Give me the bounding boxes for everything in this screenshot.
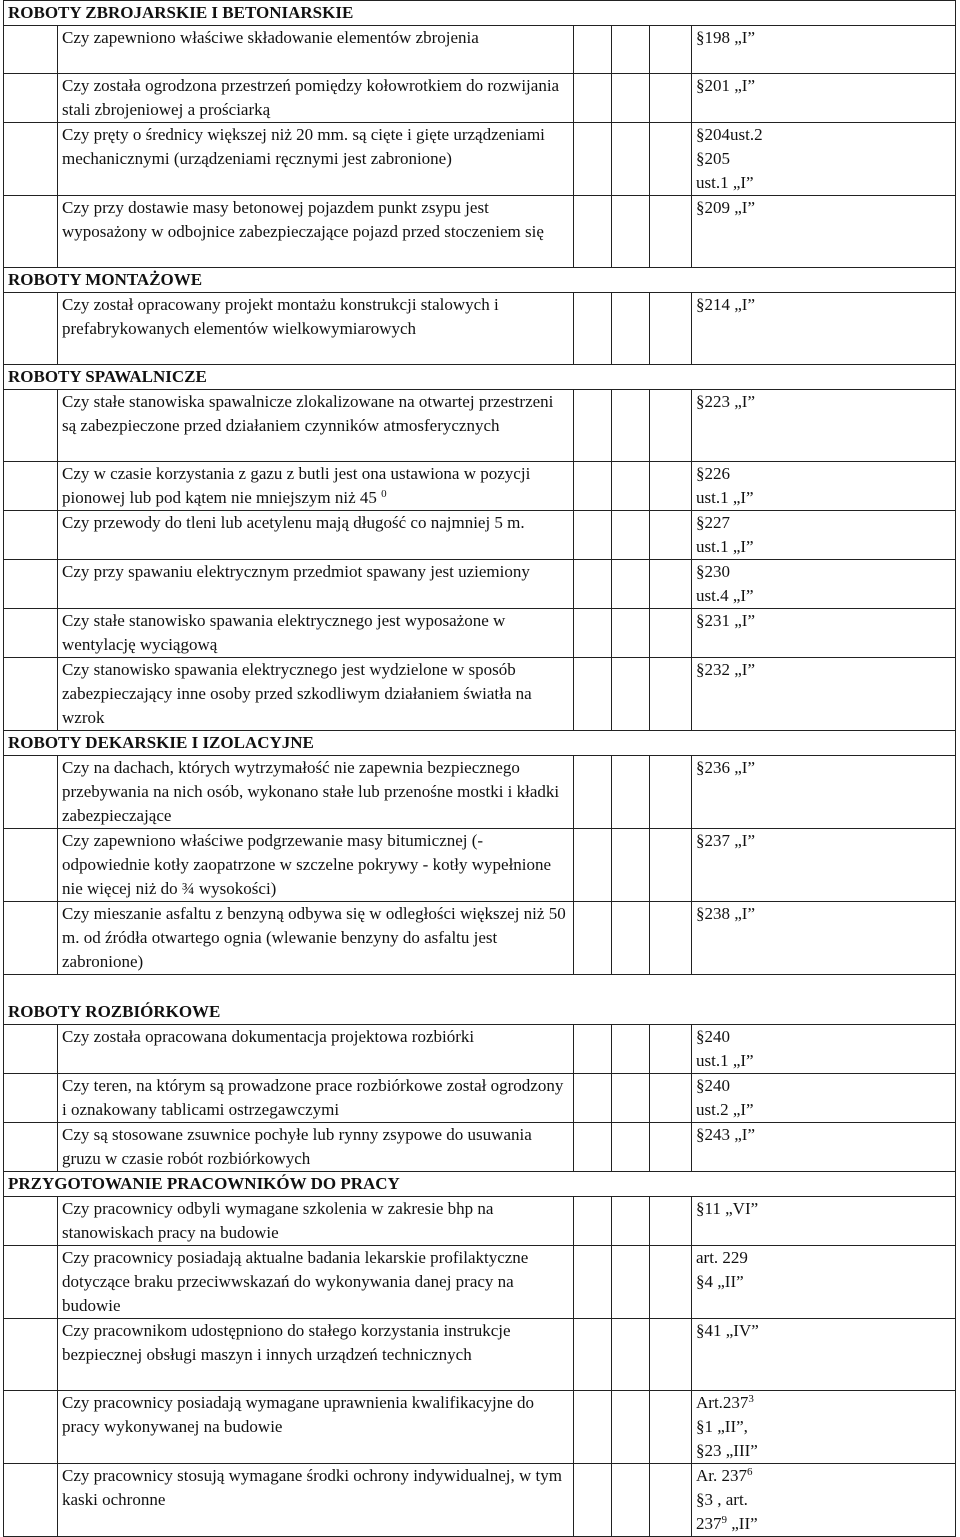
section-title: PRZYGOTOWANIE PRACOWNIKÓW DO PRACY bbox=[4, 1172, 956, 1197]
question-text bbox=[58, 293, 574, 365]
checklist-row bbox=[4, 462, 956, 511]
answer-na-cell[interactable] bbox=[650, 658, 692, 731]
question-label: Czy w czasie korzystania z gazu z butli jest ona ustawiona w pozycji pionowej lub pod kątem nie mniejszym niż 45 bbox=[62, 464, 531, 507]
question-text bbox=[58, 1074, 574, 1123]
question-text bbox=[58, 1391, 574, 1464]
legal-reference bbox=[692, 390, 956, 462]
legal-reference-line: §237 „I” bbox=[696, 831, 756, 850]
checklist-row bbox=[4, 1197, 956, 1246]
legal-reference-line: ust.2 „I” bbox=[696, 1100, 754, 1119]
question-label: Czy stałe stanowiska spawalnicze zlokalizowane na otwartej przestrzeni są zabezpieczone przed działaniem czynników atmosferycznych bbox=[62, 392, 554, 435]
answer-yes-cell[interactable] bbox=[574, 196, 612, 268]
answer-yes-cell[interactable] bbox=[574, 756, 612, 829]
row-number-cell bbox=[4, 902, 58, 975]
legal-reference bbox=[692, 1319, 956, 1391]
legal-reference bbox=[692, 196, 956, 268]
question-label: Czy zapewniono właściwe składowanie elementów zbrojenia bbox=[62, 28, 479, 47]
answer-na-cell[interactable] bbox=[650, 1074, 692, 1123]
question-label: Czy został opracowany projekt montażu konstrukcji stalowych i prefabrykowanych elementów wielkowymiarowych bbox=[62, 295, 499, 338]
answer-no-cell[interactable] bbox=[612, 1464, 650, 1537]
answer-yes-cell[interactable] bbox=[574, 26, 612, 74]
legal-reference-line: §243 „I” bbox=[696, 1125, 756, 1144]
row-number-cell bbox=[4, 1319, 58, 1391]
legal-reference-line: Ar. $237^6$ bbox=[696, 1466, 753, 1485]
section-title: ROBOTY DEKARSKIE I IZOLACYJNE bbox=[4, 731, 956, 756]
answer-no-cell[interactable] bbox=[612, 390, 650, 462]
question-label: Czy pracownicy posiadają aktualne badania lekarskie profilaktyczne dotyczące braku przeciwwskazań do wykonywania danej pracy na budowie bbox=[62, 1248, 529, 1315]
legal-reference-line: §205 bbox=[696, 149, 730, 168]
question-text bbox=[58, 658, 574, 731]
question-label: Czy stanowisko spawania elektrycznego jest wydzielone w sposób zabezpieczający inne osoby przed szkodliwym działaniem światła na wzrok bbox=[62, 660, 532, 727]
question-text bbox=[58, 511, 574, 560]
answer-yes-cell[interactable] bbox=[574, 829, 612, 902]
question-label: Czy na dachach, których wytrzymałość nie zapewnia bezpiecznego przebywania na nich osób, wykonano stałe lub przenośne mostki i kładki zabezpieczające bbox=[62, 758, 560, 825]
legal-reference-line: §240 bbox=[696, 1076, 730, 1095]
answer-yes-cell[interactable] bbox=[574, 123, 612, 196]
answer-no-cell[interactable] bbox=[612, 26, 650, 74]
question-label: Czy pręty o średnicy większej niż 20 mm. są cięte i gięte urządzeniami mechanicznymi (urządzeniami ręcznymi jest zabronione) bbox=[62, 125, 545, 168]
legal-reference bbox=[692, 1025, 956, 1074]
section-title: ROBOTY ZBROJARSKIE I BETONIARSKIE bbox=[4, 1, 956, 26]
answer-na-cell[interactable] bbox=[650, 74, 692, 123]
legal-reference-line: ust.1 „I” bbox=[696, 173, 754, 192]
legal-reference-line: §11 „VI” bbox=[696, 1199, 759, 1218]
legal-reference bbox=[692, 1074, 956, 1123]
question-label: Czy przy spawaniu elektrycznym przedmiot spawany jest uziemiony bbox=[62, 562, 530, 581]
legal-reference-line: ust.1 „I” bbox=[696, 1051, 754, 1070]
question-label: Czy teren, na którym są prowadzone prace rozbiórkowe został ogrodzony i oznakowany tablicami ostrzegawczymi bbox=[62, 1076, 564, 1119]
answer-na-cell[interactable] bbox=[650, 560, 692, 609]
legal-reference bbox=[692, 1123, 956, 1172]
answer-na-cell[interactable] bbox=[650, 293, 692, 365]
question-text bbox=[58, 462, 574, 511]
legal-reference bbox=[692, 829, 956, 902]
answer-no-cell[interactable] bbox=[612, 1391, 650, 1464]
legal-reference-line: §238 „I” bbox=[696, 904, 756, 923]
question-text bbox=[58, 1246, 574, 1319]
question-text bbox=[58, 123, 574, 196]
answer-yes-cell[interactable] bbox=[574, 1123, 612, 1172]
checklist-row bbox=[4, 902, 956, 975]
answer-na-cell[interactable] bbox=[650, 1025, 692, 1074]
answer-yes-cell[interactable] bbox=[574, 1025, 612, 1074]
legal-reference bbox=[692, 74, 956, 123]
row-number-cell bbox=[4, 1197, 58, 1246]
legal-reference bbox=[692, 511, 956, 560]
row-number-cell bbox=[4, 658, 58, 731]
checklist-row bbox=[4, 123, 956, 196]
question-text bbox=[58, 902, 574, 975]
answer-no-cell[interactable] bbox=[612, 560, 650, 609]
section-header-row bbox=[4, 1172, 956, 1197]
row-number-cell bbox=[4, 390, 58, 462]
checklist-row bbox=[4, 829, 956, 902]
question-text bbox=[58, 26, 574, 74]
answer-no-cell[interactable] bbox=[612, 902, 650, 975]
answer-yes-cell[interactable] bbox=[574, 1074, 612, 1123]
row-number-cell bbox=[4, 1123, 58, 1172]
checklist-row bbox=[4, 74, 956, 123]
answer-no-cell[interactable] bbox=[612, 1319, 650, 1391]
question-text bbox=[58, 1319, 574, 1391]
legal-reference-line: §23 „III” bbox=[696, 1441, 758, 1460]
legal-reference bbox=[692, 1197, 956, 1246]
legal-reference bbox=[692, 1246, 956, 1319]
row-number-cell bbox=[4, 1391, 58, 1464]
legal-reference bbox=[692, 462, 956, 511]
row-number-cell bbox=[4, 511, 58, 560]
legal-reference-line: art. 229 bbox=[696, 1248, 748, 1267]
answer-no-cell[interactable] bbox=[612, 1197, 650, 1246]
legal-reference bbox=[692, 1391, 956, 1464]
answer-na-cell[interactable] bbox=[650, 902, 692, 975]
checklist-row bbox=[4, 1025, 956, 1074]
row-number-cell bbox=[4, 293, 58, 365]
question-label: Czy pracownicy posiadają wymagane uprawnienia kwalifikacyjne do pracy wykonywanej na budowie bbox=[62, 1393, 535, 1436]
question-text bbox=[58, 1025, 574, 1074]
answer-yes-cell[interactable] bbox=[574, 390, 612, 462]
legal-reference bbox=[692, 756, 956, 829]
question-label: Czy została ogrodzona przestrzeń pomiędzy kołowrotkiem do rozwijania stali zbrojeniowej a prościarką bbox=[62, 76, 560, 119]
legal-reference-line: ust.4 „I” bbox=[696, 586, 754, 605]
section-header-row bbox=[4, 365, 956, 390]
answer-no-cell[interactable] bbox=[612, 462, 650, 511]
answer-na-cell[interactable] bbox=[650, 26, 692, 74]
legal-reference-line: §214 „I” bbox=[696, 295, 756, 314]
legal-reference-line: §198 „I” bbox=[696, 28, 756, 47]
answer-yes-cell[interactable] bbox=[574, 658, 612, 731]
answer-na-cell[interactable] bbox=[650, 1391, 692, 1464]
answer-yes-cell[interactable] bbox=[574, 293, 612, 365]
section-header-row bbox=[4, 1, 956, 26]
checklist-row bbox=[4, 1074, 956, 1123]
legal-reference-line: ust.1 „I” bbox=[696, 488, 754, 507]
answer-na-cell[interactable] bbox=[650, 1197, 692, 1246]
answer-no-cell[interactable] bbox=[612, 511, 650, 560]
checklist-row bbox=[4, 390, 956, 462]
answer-no-cell[interactable] bbox=[612, 609, 650, 658]
legal-reference-line: §231 „I” bbox=[696, 611, 756, 630]
question-text bbox=[58, 756, 574, 829]
legal-reference bbox=[692, 26, 956, 74]
checklist-row bbox=[4, 1391, 956, 1464]
question-label: Czy przy dostawie masy betonowej pojazdem punkt zsypu jest wyposażony w odbojnice zabezpieczające pojazd przed stoczeniem się bbox=[62, 198, 544, 241]
answer-no-cell[interactable] bbox=[612, 1074, 650, 1123]
row-number-cell bbox=[4, 756, 58, 829]
checklist-row bbox=[4, 1319, 956, 1391]
legal-reference-line: §1 „II”, bbox=[696, 1417, 748, 1436]
answer-yes-cell[interactable] bbox=[574, 462, 612, 511]
answer-na-cell[interactable] bbox=[650, 609, 692, 658]
answer-yes-cell[interactable] bbox=[574, 511, 612, 560]
degree-superscript: 0 bbox=[381, 488, 387, 500]
answer-na-cell[interactable] bbox=[650, 511, 692, 560]
section-title: ROBOTY ROZBIÓRKOWE bbox=[4, 975, 956, 1025]
question-text bbox=[58, 560, 574, 609]
question-label: Czy została opracowana dokumentacja projektowa rozbiórki bbox=[62, 1027, 475, 1046]
answer-no-cell[interactable] bbox=[612, 1246, 650, 1319]
question-text bbox=[58, 74, 574, 123]
question-label: Czy mieszanie asfaltu z benzyną odbywa się w odległości większej niż 50 m. od źródła otwartego ognia (wlewanie benzyny do asfaltu jest zabronione) bbox=[62, 904, 566, 971]
answer-na-cell[interactable] bbox=[650, 123, 692, 196]
checklist-row bbox=[4, 658, 956, 731]
answer-no-cell[interactable] bbox=[612, 123, 650, 196]
answer-no-cell[interactable] bbox=[612, 756, 650, 829]
legal-reference-line: $237^9$ „II” bbox=[696, 1514, 758, 1533]
answer-yes-cell[interactable] bbox=[574, 1197, 612, 1246]
checklist-row bbox=[4, 1123, 956, 1172]
question-label: Czy pracownicy stosują wymagane środki ochrony indywidualnej, w tym kaski ochronne bbox=[62, 1466, 562, 1509]
row-number-cell bbox=[4, 829, 58, 902]
answer-no-cell[interactable] bbox=[612, 293, 650, 365]
row-number-cell bbox=[4, 123, 58, 196]
answer-na-cell[interactable] bbox=[650, 829, 692, 902]
answer-na-cell[interactable] bbox=[650, 462, 692, 511]
checklist-row bbox=[4, 560, 956, 609]
answer-na-cell[interactable] bbox=[650, 1319, 692, 1391]
row-number-cell bbox=[4, 609, 58, 658]
checklist-row bbox=[4, 196, 956, 268]
answer-na-cell[interactable] bbox=[650, 1123, 692, 1172]
answer-yes-cell[interactable] bbox=[574, 1246, 612, 1319]
legal-reference bbox=[692, 658, 956, 731]
answer-na-cell[interactable] bbox=[650, 1464, 692, 1537]
question-text bbox=[58, 390, 574, 462]
answer-no-cell[interactable] bbox=[612, 658, 650, 731]
legal-reference-line: §209 „I” bbox=[696, 198, 756, 217]
legal-reference-line: §41 „IV” bbox=[696, 1321, 759, 1340]
answer-yes-cell[interactable] bbox=[574, 902, 612, 975]
answer-no-cell[interactable] bbox=[612, 196, 650, 268]
legal-reference-line: §232 „I” bbox=[696, 660, 756, 679]
question-label: Czy zapewniono właściwe podgrzewanie masy bitumicznej (- odpowiednie kotły zaopatrzone w szczelne pokrywy - kotły wypełnione nie więcej niż do ¾ wysokości) bbox=[62, 831, 552, 898]
legal-reference-line: §201 „I” bbox=[696, 76, 756, 95]
question-text bbox=[58, 196, 574, 268]
legal-reference bbox=[692, 1464, 956, 1537]
row-number-cell bbox=[4, 462, 58, 511]
answer-yes-cell[interactable] bbox=[574, 74, 612, 123]
checklist-row bbox=[4, 293, 956, 365]
checklist-row bbox=[4, 511, 956, 560]
answer-no-cell[interactable] bbox=[612, 829, 650, 902]
section-title: ROBOTY SPAWALNICZE bbox=[4, 365, 956, 390]
answer-no-cell[interactable] bbox=[612, 74, 650, 123]
legal-reference-line: §3 , art. bbox=[696, 1490, 748, 1509]
row-number-cell bbox=[4, 74, 58, 123]
checklist-row bbox=[4, 609, 956, 658]
section-header-row bbox=[4, 268, 956, 293]
question-text bbox=[58, 609, 574, 658]
section-title: ROBOTY MONTAŻOWE bbox=[4, 268, 956, 293]
legal-reference-line: Art.237$^3$ bbox=[696, 1393, 754, 1412]
legal-reference bbox=[692, 609, 956, 658]
answer-no-cell[interactable] bbox=[612, 1025, 650, 1074]
section-header-row bbox=[4, 731, 956, 756]
row-number-cell bbox=[4, 560, 58, 609]
question-text bbox=[58, 1123, 574, 1172]
question-label: Czy pracownikom udostępniono do stałego korzystania instrukcje bezpiecznej obsługi maszyn i innych urządzeń technicznych bbox=[62, 1321, 511, 1364]
row-number-cell bbox=[4, 1025, 58, 1074]
question-label: Czy pracownicy odbyli wymagane szkolenia w zakresie bhp na stanowiskach pracy na budowie bbox=[62, 1199, 494, 1242]
legal-reference-line: §240 bbox=[696, 1027, 730, 1046]
question-label: Czy są stosowane zsuwnice pochyłe lub rynny zsypowe do usuwania gruzu w czasie robót rozbiórkowych bbox=[62, 1125, 532, 1168]
answer-no-cell[interactable] bbox=[612, 1123, 650, 1172]
legal-reference-line: §4 „II” bbox=[696, 1272, 744, 1291]
checklist-row bbox=[4, 1464, 956, 1537]
question-label: Czy stałe stanowisko spawania elektrycznego jest wyposażone w wentylację wyciągową bbox=[62, 611, 506, 654]
answer-na-cell[interactable] bbox=[650, 196, 692, 268]
question-text bbox=[58, 1464, 574, 1537]
answer-yes-cell[interactable] bbox=[574, 560, 612, 609]
row-number-cell bbox=[4, 1246, 58, 1319]
question-text bbox=[58, 829, 574, 902]
answer-yes-cell[interactable] bbox=[574, 1464, 612, 1537]
row-number-cell bbox=[4, 1464, 58, 1537]
legal-reference-line: §236 „I” bbox=[696, 758, 756, 777]
legal-reference bbox=[692, 902, 956, 975]
row-number-cell bbox=[4, 196, 58, 268]
answer-yes-cell[interactable] bbox=[574, 609, 612, 658]
answer-yes-cell[interactable] bbox=[574, 1319, 612, 1391]
answer-na-cell[interactable] bbox=[650, 756, 692, 829]
row-number-cell bbox=[4, 26, 58, 74]
answer-yes-cell[interactable] bbox=[574, 1391, 612, 1464]
question-label: Czy przewody do tleni lub acetylenu mają długość co najmniej 5 m. bbox=[62, 513, 525, 532]
checklist-row bbox=[4, 1246, 956, 1319]
legal-reference-line: §223 „I” bbox=[696, 392, 756, 411]
checklist-row bbox=[4, 756, 956, 829]
legal-reference bbox=[692, 293, 956, 365]
legal-reference-line: §230 bbox=[696, 562, 730, 581]
answer-na-cell[interactable] bbox=[650, 390, 692, 462]
checklist-table bbox=[3, 0, 956, 1537]
legal-reference bbox=[692, 123, 956, 196]
legal-reference-line: §204ust.2 bbox=[696, 125, 763, 144]
legal-reference-line: ust.1 „I” bbox=[696, 537, 754, 556]
section-header-row bbox=[4, 975, 956, 1025]
checklist-row bbox=[4, 26, 956, 74]
legal-reference-line: §226 bbox=[696, 464, 730, 483]
question-text bbox=[58, 1197, 574, 1246]
legal-reference bbox=[692, 560, 956, 609]
legal-reference-line: §227 bbox=[696, 513, 730, 532]
row-number-cell bbox=[4, 1074, 58, 1123]
answer-na-cell[interactable] bbox=[650, 1246, 692, 1319]
